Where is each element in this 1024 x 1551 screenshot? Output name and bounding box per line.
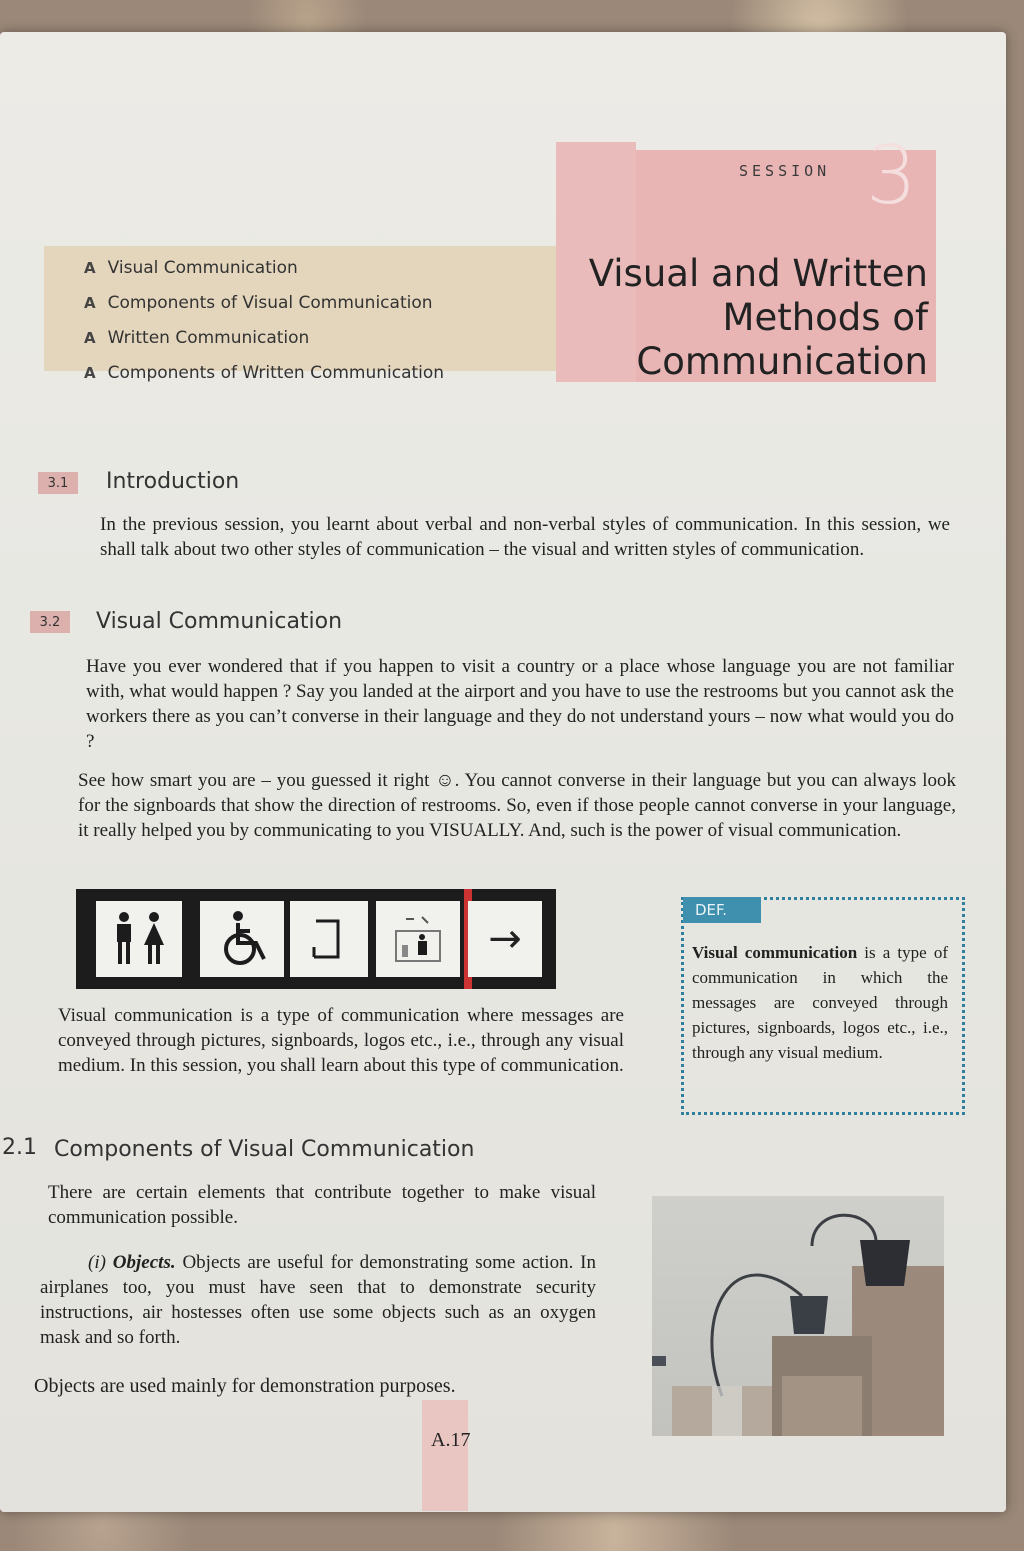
arrow-right-icon: → (468, 901, 542, 977)
components-paragraph: There are certain elements that contribute together to make visual communication possible. (48, 1182, 596, 1228)
outline-bullet: A (84, 258, 96, 277)
family-room-icon (388, 909, 448, 969)
restroom-signboard-image (76, 889, 556, 989)
visual-paragraph-2: See how smart you are – you guessed it right ☺. You cannot converse in their language but you can always look for the signboards that show the direction of restrooms. So, even if those people cannot converse in your language, it really helped you by communicating to you VISUALLY. And, such is the power of visual communication. (78, 770, 956, 841)
session-label: SESSION (739, 162, 831, 180)
session-title-line: Visual and Written (588, 252, 928, 295)
objects-paragraph (40, 1250, 596, 1350)
intro-paragraph: In the previous session, you learnt about verbal and non-verbal styles of communication. In this session, we shall talk about two other styles of communication – the visual and written styles of communication. (100, 514, 950, 560)
outline-item-label: Written Communication (107, 327, 310, 348)
outline-bullet: A (84, 363, 96, 382)
accessible-sign-tile (200, 901, 284, 977)
session-title-line: Communication (636, 340, 928, 383)
outline-item (84, 285, 444, 320)
outline-item-label: Components of Visual Communication (107, 292, 433, 313)
session-title-line: Methods of (722, 296, 928, 339)
visual-paragraph-1: Have you ever wondered that if you happen to visit a country or a place whose language you are not familiar with, what would happen ? Say you landed at the airport and you have to use the restrooms but you cannot ask the workers there as you can’t converse in their language and they do not understand yours – now what would you do ? (86, 656, 954, 752)
oxygen-mask-photo (652, 1196, 944, 1436)
objects-term: Objects. (112, 1252, 176, 1273)
session-number: 3 (866, 129, 917, 222)
subsection-title-components: Components of Visual Communication (54, 1137, 475, 1162)
outline-item-label: Visual Communication (107, 257, 298, 278)
definition-text (692, 940, 948, 1065)
outline-item (84, 320, 444, 355)
objects-marker: (i) (88, 1252, 106, 1273)
outline-item (84, 250, 444, 285)
outline-item-label: Components of Written Communication (107, 362, 445, 383)
visual-paragraph-3: Visual communication is a type of communication where messages are conveyed through pictures, signboards, logos etc., i.e., through any visual medium. In this session, you shall learn about this type of communication. (58, 1005, 624, 1076)
restroom-sign-tile (96, 901, 182, 977)
baby-change-sign-tile (290, 901, 368, 977)
family-room-sign-tile (376, 901, 460, 977)
section-number-badge: 3.2 (30, 611, 70, 633)
outline-bullet: A (84, 293, 96, 312)
session-title (568, 252, 928, 384)
outline-bullet: A (84, 328, 96, 347)
definition-body: is a type of communication in which the messages are conveyed through pictures, signboards, logos etc., i.e., through any visual medium. (692, 943, 948, 1062)
objects-text: Objects are useful for demonstrating some action. In airplanes too, you must have seen that to demonstrate security instructions, air hostesses often use some objects such as an oxygen mask and so forth. (40, 1252, 597, 1348)
definition-term: Visual communication (692, 943, 858, 962)
subsection-number: 2.1 (2, 1135, 37, 1160)
man-woman-icon (104, 909, 174, 969)
oxygen-mask-illustration (652, 1196, 944, 1436)
section-title-introduction: Introduction (106, 469, 240, 494)
session-outline-list (84, 250, 444, 390)
wheelchair-icon (212, 909, 272, 969)
definition-label: DEF. (683, 897, 761, 923)
page-number: A.17 (431, 1429, 471, 1451)
section-title-visual-communication: Visual Communication (96, 609, 343, 634)
objects-summary: Objects are used mainly for demonstration purposes. (34, 1375, 456, 1397)
changing-table-icon (304, 909, 354, 969)
outline-item (84, 355, 444, 390)
page-number-band (422, 1400, 471, 1511)
section-number-badge: 3.1 (38, 472, 78, 494)
